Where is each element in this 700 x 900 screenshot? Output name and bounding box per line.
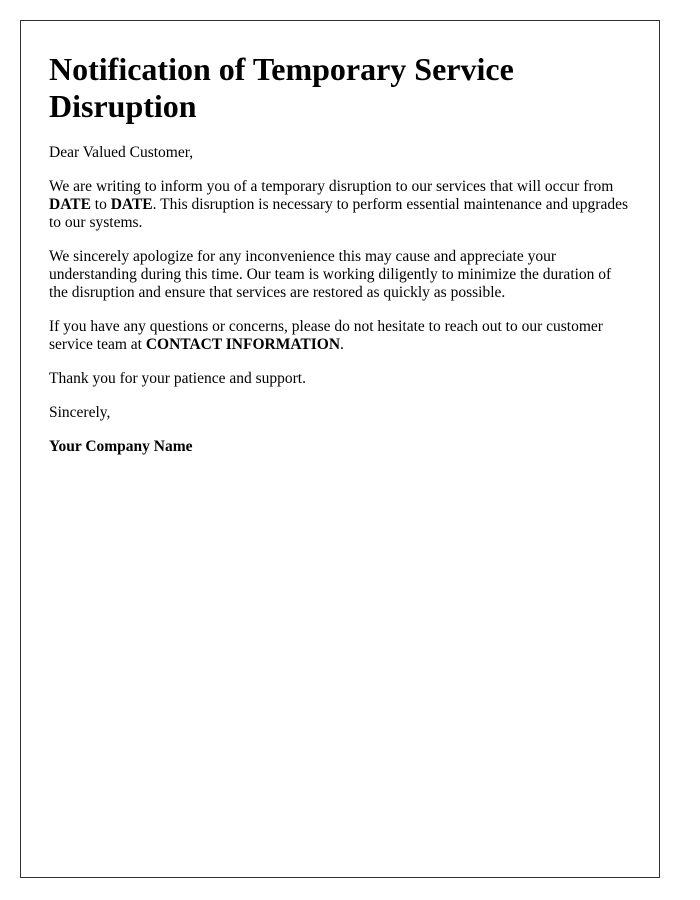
paragraph-thanks: Thank you for your patience and support. xyxy=(49,370,306,387)
letter-title: Notification of Temporary Service Disruption xyxy=(49,51,514,124)
start-date-placeholder: DATE xyxy=(49,196,91,213)
end-date-placeholder: DATE xyxy=(110,196,153,213)
paragraph-text: . xyxy=(340,336,344,353)
paragraph-text: If you have any questions or concerns, please do not hesitate to reach out to our customer service team at xyxy=(49,318,603,353)
paragraph-text: . This disruption is necessary to perform essential maintenance and upgrades to our systems. xyxy=(49,196,629,231)
closing: Sincerely, xyxy=(49,404,111,421)
company-name-signature: Your Company Name xyxy=(49,438,193,455)
paragraph-text: to xyxy=(90,196,111,213)
paragraph-contact xyxy=(49,318,631,354)
salutation: Dear Valued Customer, xyxy=(49,144,194,161)
paragraph-apology: We sincerely apologize for any inconvenience this may cause and appreciate your understanding during this time. Our team is working diligently to minimize the duration of the disruption and ensure that services are restored as quickly as possible. xyxy=(49,248,612,301)
paragraph-text: We are writing to inform you of a temporary disruption to our services that will occur from xyxy=(49,178,614,195)
contact-information-placeholder: CONTACT INFORMATION xyxy=(145,336,341,353)
letter-container xyxy=(20,20,660,878)
paragraph-disruption-dates xyxy=(49,178,631,232)
